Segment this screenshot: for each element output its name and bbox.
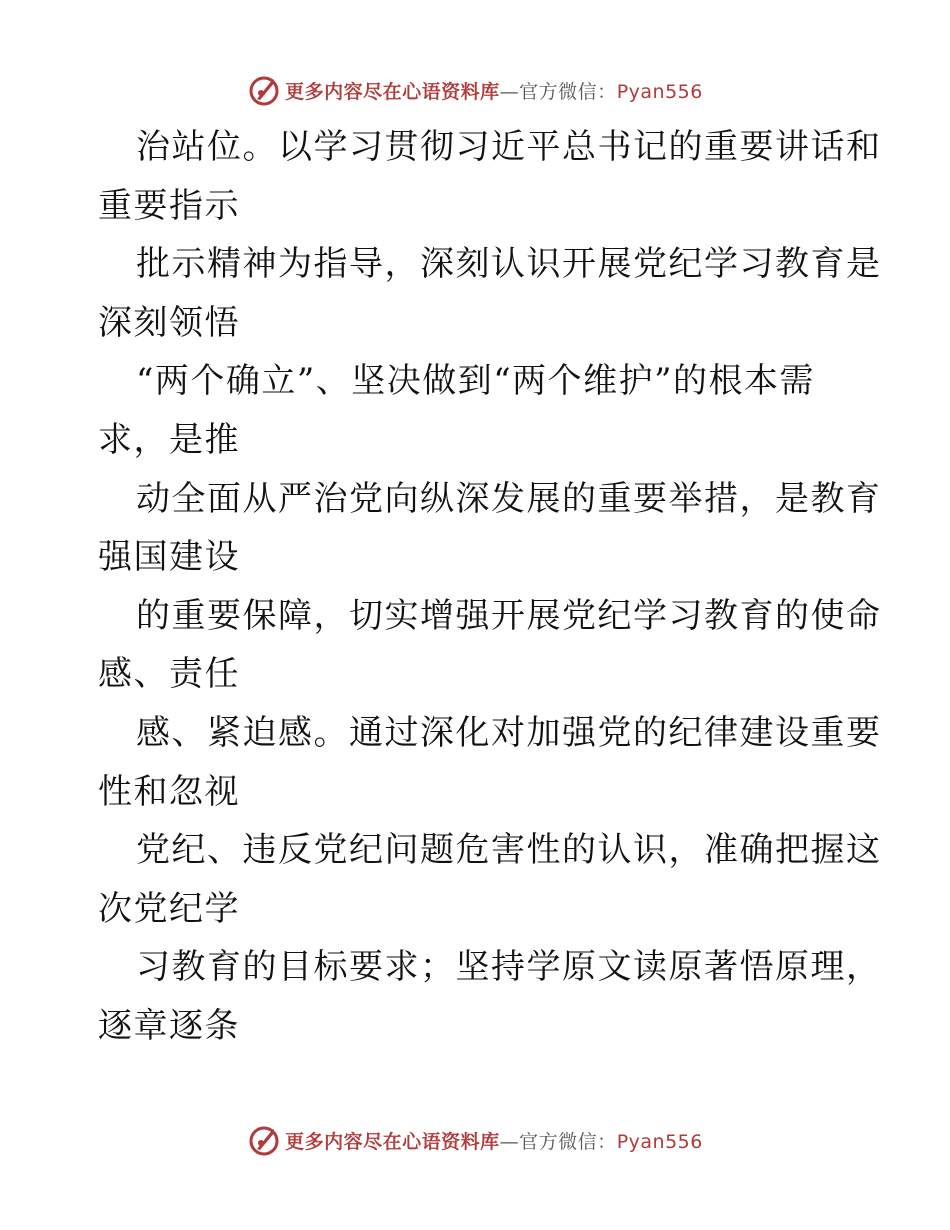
quill-logo-icon [247,1123,281,1157]
text-line: 感、责任 [98,654,240,695]
text-line: 深刻领悟 [98,302,240,343]
text-line: 党纪、违反党纪问题危害性的认识，准确把握这 [136,830,882,871]
header-watermark [0,70,950,110]
text-line: 重要指示 [98,185,240,226]
document-body [98,118,882,1056]
text-line: 的重要保障，切实增强开展党纪学习教育的使命 [136,595,882,636]
text-line: 感、紧迫感。通过深化对加强党的纪律建设重要 [136,712,882,753]
text-line: 习教育的目标要求；坚持学原文读原著悟原理， [136,947,882,988]
footer-watermark [0,1120,950,1160]
text-line: 强国建设 [98,537,240,578]
text-line: 逐章逐条 [98,1005,240,1046]
quill-logo-icon [247,73,281,107]
watermark-text: 更多内容尽在心语资料库—官方微信：Pyan556 [285,1130,703,1153]
text-line: 动全面从严治党向纵深发展的重要举措，是教育 [136,478,882,519]
text-line: 性和忽视 [98,771,240,812]
text-line: 次党纪学 [98,888,240,929]
text-line: “两个确立”、坚决做到“两个维护”的根本需 [136,361,816,402]
text-line: 治站位。以学习贯彻习近平总书记的重要讲话和 [136,127,882,167]
watermark-text: 更多内容尽在心语资料库—官方微信：Pyan556 [285,80,703,103]
text-line: 求，是推 [98,419,240,460]
text-line: 批示精神为指导，深刻认识开展党纪学习教育是 [136,244,882,285]
